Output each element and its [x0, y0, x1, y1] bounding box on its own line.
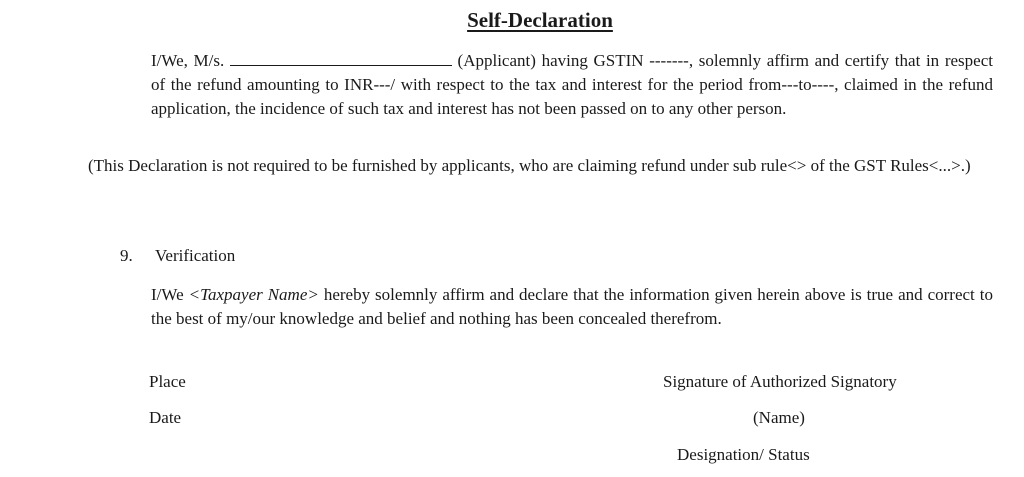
verification-text-start: I/We [151, 285, 189, 304]
verification-paragraph [151, 283, 993, 331]
verification-section-number: 9. [120, 246, 133, 265]
verification-heading: Verification [155, 246, 236, 265]
place-label: Place [149, 372, 186, 391]
declaration-paragraph [151, 49, 993, 120]
declaration-note: (This Declaration is not required to be furnished by applicants, who are claiming refund under sub rule<> of the GST Rules<...>.) [88, 156, 971, 175]
date-label: Date [149, 408, 182, 427]
applicant-name-blank [230, 53, 452, 66]
verification-text-rest: hereby solemnly affirm and declare that the information given herein above is true and correct to the best of my/our knowledge and belief and nothing has been concealed therefrom. [151, 285, 993, 328]
taxpayer-name-placeholder: <Taxpayer Name> [188, 285, 319, 304]
declaration-text-start: I/We, M/s. [151, 51, 230, 70]
document-title: Self-Declaration [467, 8, 613, 32]
declaration-text-rest: (Applicant) having GSTIN -------, solemnly affirm and certify that in respect of the refund amounting to INR---/ with respect to the tax and interest for the period from---to----, claimed in the refund application, the incidence of such tax and interest has not been passed on to any other person. [151, 51, 993, 118]
designation-label: Designation/ Status [677, 445, 810, 464]
signature-label: Signature of Authorized Signatory [663, 372, 897, 391]
signatory-name-label: (Name) [753, 408, 805, 427]
